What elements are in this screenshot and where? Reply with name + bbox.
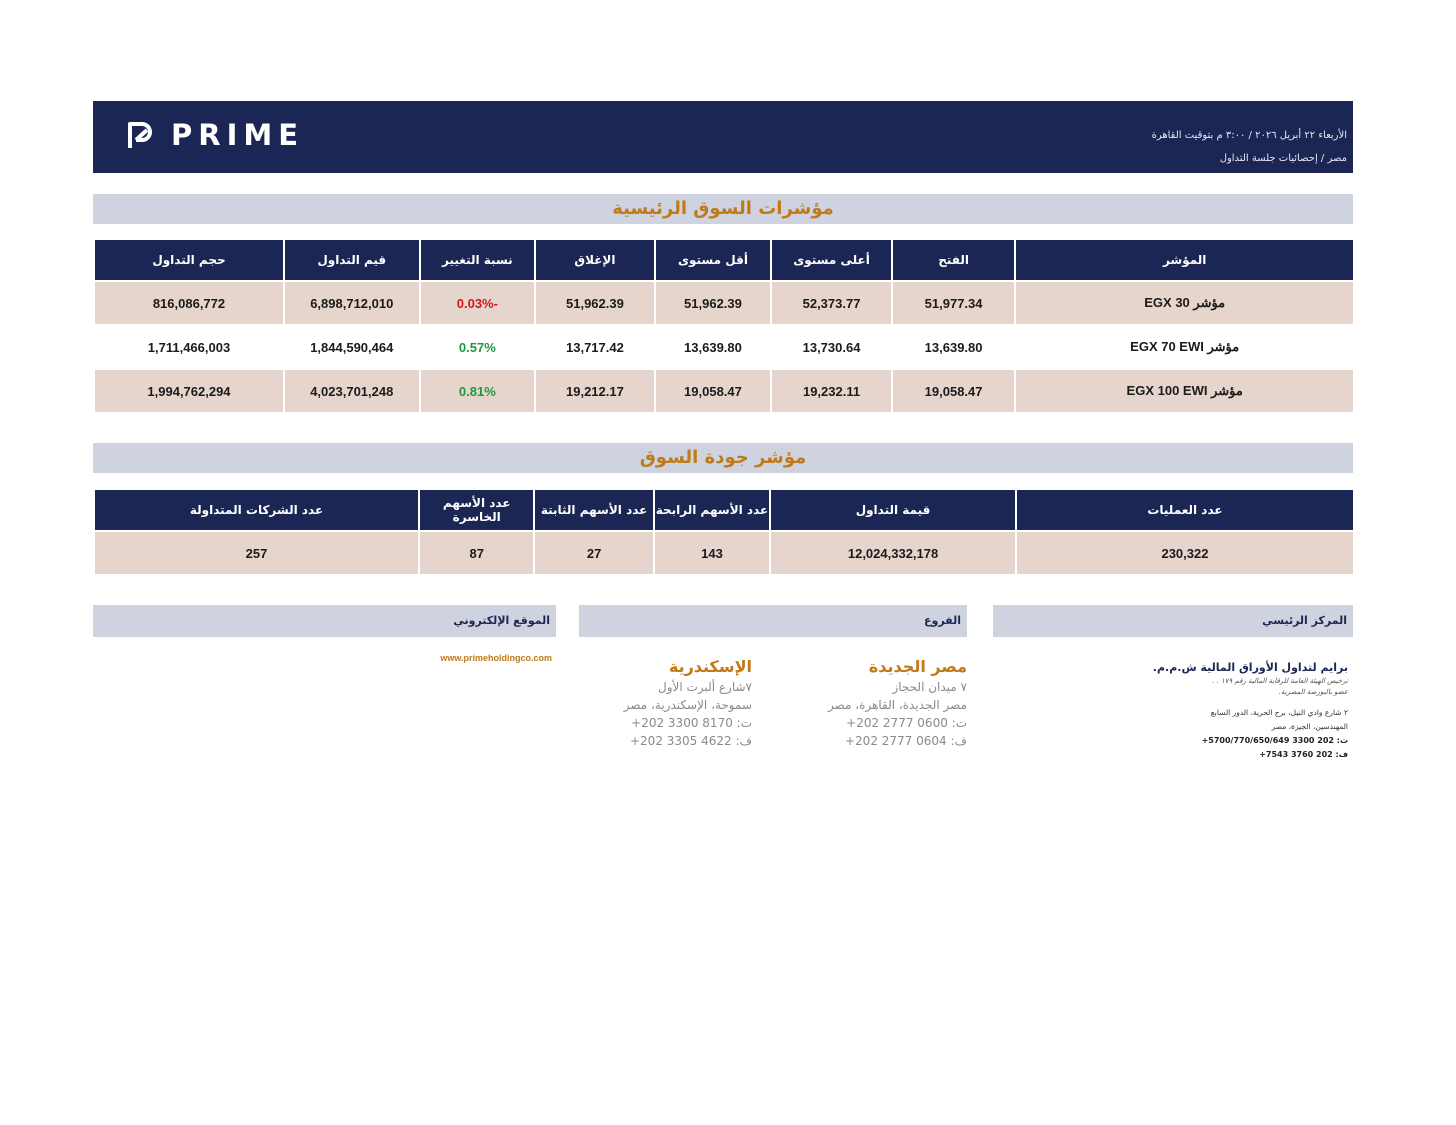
branches-label: الفروع [923,614,961,627]
headquarters-info [1153,660,1348,762]
col-header-unchanged: عدد الأسهم الثابتة [535,490,652,530]
website-bar [93,605,556,637]
branch-name: مصر الجديدة [868,657,967,676]
high-value: 13,730.64 [772,326,891,368]
table-row [95,282,1353,324]
table-row [95,532,1353,574]
low-value: 19,058.47 [656,370,771,412]
branch-alexandria [624,656,752,750]
col-header-change: نسبة التغيير [421,240,535,280]
prime-logo-icon [127,120,155,150]
col-header-value: قيم التداول [285,240,419,280]
index-name: مؤشر EGX 100 EWI [1016,370,1353,412]
close-value: 19,212.17 [536,370,654,412]
trade-value: 6,898,712,010 [285,282,419,324]
table-row [95,326,1353,368]
high-value: 19,232.11 [772,370,891,412]
quality-section-title [93,443,1353,473]
trade-value-total: 12,024,332,178 [771,532,1015,574]
open-value: 19,058.47 [893,370,1015,412]
open-value: 51,977.34 [893,282,1015,324]
hq-address-line: المهندسين، الجيزة، مصر [1271,722,1348,731]
branch-address-line: ٧شارع ألبرت الأول [658,680,752,694]
col-header-volume: حجم التداول [95,240,283,280]
col-header-index: المؤشر [1016,240,1353,280]
branch-fax: ف: 4622 3305 202+ [629,734,752,748]
hq-label: المركز الرئيسي [1262,614,1347,627]
indices-title: مؤشرات السوق الرئيسية [612,198,834,219]
index-name: مؤشر EGX 30 [1016,282,1353,324]
indices-section-title [93,194,1353,224]
company-name: برايم لتداول الأوراق المالية ش.م.م. [1152,661,1348,674]
hq-fax: ف: 202 3760 7543+ [1259,750,1348,759]
indices-header-row [95,240,1353,280]
branch-phone: ت: 0600 2777 202+ [846,716,967,730]
branch-heliopolis [828,656,967,750]
website-label: الموقع الإلكتروني [453,614,550,627]
col-header-gainers: عدد الأسهم الرابحة [655,490,769,530]
trade-volume: 1,711,466,003 [95,326,283,368]
unchanged-count: 27 [535,532,652,574]
trade-value: 1,844,590,464 [285,326,419,368]
col-header-close: الإغلاق [536,240,654,280]
low-value: 13,639.80 [656,326,771,368]
hq-address-line: ٢ شارع وادي النيل، برج الحرية، الدور السابع [1210,708,1348,717]
open-value: 13,639.80 [893,326,1015,368]
change-value: 0.57% [421,326,535,368]
report-date: الأربعاء ٢٢ أبريل ٢٠٢٦ / ٣:٠٠ م بتوقيت القاهرة [1151,130,1347,141]
col-header-trades: عدد العمليات [1017,490,1353,530]
brand-logo [127,119,304,151]
close-value: 51,962.39 [536,282,654,324]
quality-header-row [95,490,1353,530]
quality-table [93,488,1355,576]
col-header-high: أعلى مستوى [772,240,891,280]
branch-fax: ف: 0604 2777 202+ [844,734,967,748]
license-text: ترخيص الهيئة العامة للرقابة المالية رقم ١٧٩ . . [1212,677,1348,685]
indices-table [93,238,1355,414]
branch-name: الإسكندرية [668,657,752,676]
hq-phone: ت: 202 3300 5700/770/650/649+ [1201,736,1348,745]
col-header-low: أقل مستوى [656,240,771,280]
trade-volume: 1,994,762,294 [95,370,283,412]
branch-address-line: ٧ ميدان الحجاز [892,680,967,694]
col-header-open: الفتح [893,240,1015,280]
high-value: 52,373.77 [772,282,891,324]
trade-volume: 816,086,772 [95,282,283,324]
branch-address-line: سموحة، الإسكندرية، مصر [623,698,752,712]
close-value: 13,717.42 [536,326,654,368]
change-value: 0.81% [421,370,535,412]
brand-name: PRIME [171,118,305,152]
branches-bar [579,605,967,637]
index-name: مؤشر EGX 70 EWI [1016,326,1353,368]
change-value: -0.03% [421,282,535,324]
branch-phone: ت: 8170 3300 202+ [631,716,752,730]
hq-bar [993,605,1353,637]
trade-value: 4,023,701,248 [285,370,419,412]
table-row [95,370,1353,412]
col-header-trade-value: قيمة التداول [771,490,1015,530]
low-value: 51,962.39 [656,282,771,324]
col-header-traded-companies: عدد الشركات المتداولة [95,490,418,530]
quality-title: مؤشر جودة السوق [639,447,807,468]
col-header-losers: عدد الأسهم الخاسرة [420,490,533,530]
website-link[interactable]: www.primeholdingco.com [440,653,552,663]
membership-text: عضو بالبورصة المصرية. [1278,688,1348,696]
branch-address-line: مصر الجديدة، القاهرة، مصر [827,698,967,712]
header-banner [93,101,1353,173]
traded-companies-count: 257 [95,532,418,574]
gainers-count: 143 [655,532,769,574]
losers-count: 87 [420,532,533,574]
trades-count: 230,322 [1017,532,1353,574]
report-subtitle: مصر / إحصائيات جلسة التداول [1219,153,1347,164]
